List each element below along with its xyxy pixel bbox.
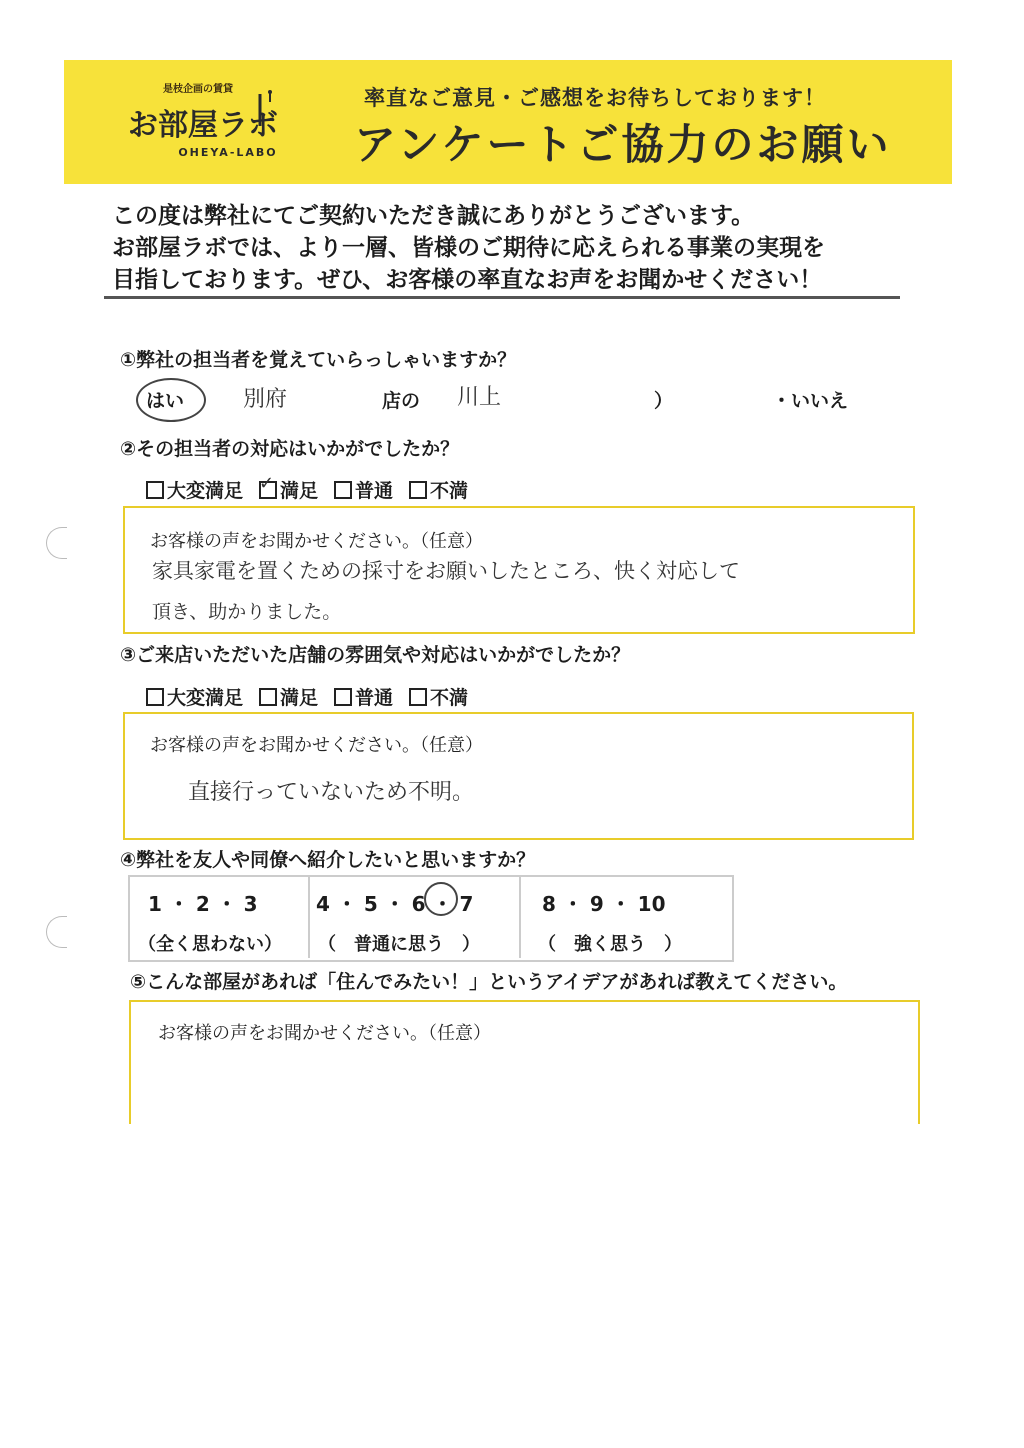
q2-option-neutral[interactable]: 普通 xyxy=(334,476,393,503)
logo-text: お部屋ラボ xyxy=(128,108,278,143)
scale-group-1-numbers[interactable]: 1 ・ 2 ・ 3 xyxy=(148,892,258,916)
checkbox[interactable] xyxy=(334,688,352,706)
q2-option-dissatisfied[interactable]: 不満 xyxy=(409,476,468,503)
q3-options xyxy=(146,683,468,710)
q2-option-very-satisfied[interactable]: 大変満足 xyxy=(146,476,243,503)
scale-group-2-numbers[interactable]: 4 ・ 5 ・ 6 ・ 7 xyxy=(316,892,474,916)
question-2: ②その担当者の対応はいかがでしたか？ xyxy=(120,438,460,460)
comment-1-label: お客様の声をお聞かせください。（任意） xyxy=(150,531,483,552)
scale-divider xyxy=(308,875,310,958)
comment-1-handwritten-line-2: 頂き、助かりました。 xyxy=(152,601,342,623)
scale-group-2-label: （ 普通に思う ） xyxy=(318,934,480,955)
scale-group-1-label: （全く思わない） xyxy=(138,934,282,955)
comment-3-label: お客様の声をお聞かせください。（任意） xyxy=(158,1023,491,1044)
checkbox[interactable] xyxy=(409,481,427,499)
logo-house-icon xyxy=(256,90,282,130)
comment-1-handwritten-line-1: 家具家電を置くための採寸をお願いしたところ、快く対応して xyxy=(152,559,740,583)
punch-hole-mark xyxy=(46,527,67,559)
q3-option-dissatisfied[interactable]: 不満 xyxy=(409,683,468,710)
question-5: ⑤こんな部屋があれば「住んでみたい！」というアイデアがあれば教えてください。 xyxy=(130,971,848,993)
q1-close-paren: ） xyxy=(654,390,674,412)
checkbox-checked[interactable] xyxy=(259,472,277,499)
q3-option-neutral[interactable]: 普通 xyxy=(334,683,393,710)
question-4: ④弊社を友人や同僚へ紹介したいと思いますか？ xyxy=(120,849,536,871)
logo-tagline: 是枝企画の賃貸 xyxy=(163,84,233,95)
question-3: ③ご来店いただいた店舗の雰囲気や対応はいかがでしたか？ xyxy=(120,644,631,666)
question-1: ①弊社の担当者を覚えていらっしゃいますか？ xyxy=(120,349,517,371)
checkbox[interactable] xyxy=(146,481,164,499)
intro-line-2: お部屋ラボでは、より一層、皆様のご期待に応えられる事業の実現を xyxy=(112,235,825,261)
q1-yes-option[interactable]: はい xyxy=(146,390,185,412)
banner-title: アンケートご協力のお願い xyxy=(354,120,892,169)
checkbox[interactable] xyxy=(334,481,352,499)
scale-group-3-label: （ 強く思う ） xyxy=(538,934,682,955)
q1-person-handwritten: 川上 xyxy=(457,385,502,410)
q3-option-very-satisfied[interactable]: 大変満足 xyxy=(146,683,243,710)
punch-hole-mark xyxy=(46,916,67,948)
intro-line-1: この度は弊社にてご契約いただき誠にありがとうございます。 xyxy=(112,203,755,229)
checkbox[interactable] xyxy=(409,688,427,706)
banner-subtitle: 率直なご意見・ご感想をお待ちしております！ xyxy=(364,86,826,110)
checkbox[interactable] xyxy=(146,688,164,706)
intro-line-3: 目指しております。ぜひ、お客様の率直なお声をお聞かせください！ xyxy=(112,267,823,293)
q1-no-option[interactable]: ・いいえ xyxy=(772,390,849,412)
logo-subtext: OHEYA-LABO xyxy=(178,146,278,159)
q2-option-satisfied[interactable]: ✓ 満足 xyxy=(259,472,319,502)
q1-branch-handwritten: 別府 xyxy=(243,387,288,412)
checkbox[interactable] xyxy=(259,688,277,706)
check-mark-icon: ✓ xyxy=(259,472,275,494)
scale-group-3-numbers[interactable]: 8 ・ 9 ・ 10 xyxy=(542,892,666,916)
header-banner xyxy=(64,60,952,184)
q1-store-label: 店の xyxy=(382,390,421,412)
comment-2-handwritten: 直接行っていないため不明。 xyxy=(188,780,475,805)
q3-option-satisfied[interactable]: 満足 xyxy=(259,683,318,710)
scale-divider xyxy=(519,875,521,958)
q2-options xyxy=(146,472,469,503)
comment-2-label: お客様の声をお聞かせください。（任意） xyxy=(150,735,483,756)
divider xyxy=(104,296,900,299)
